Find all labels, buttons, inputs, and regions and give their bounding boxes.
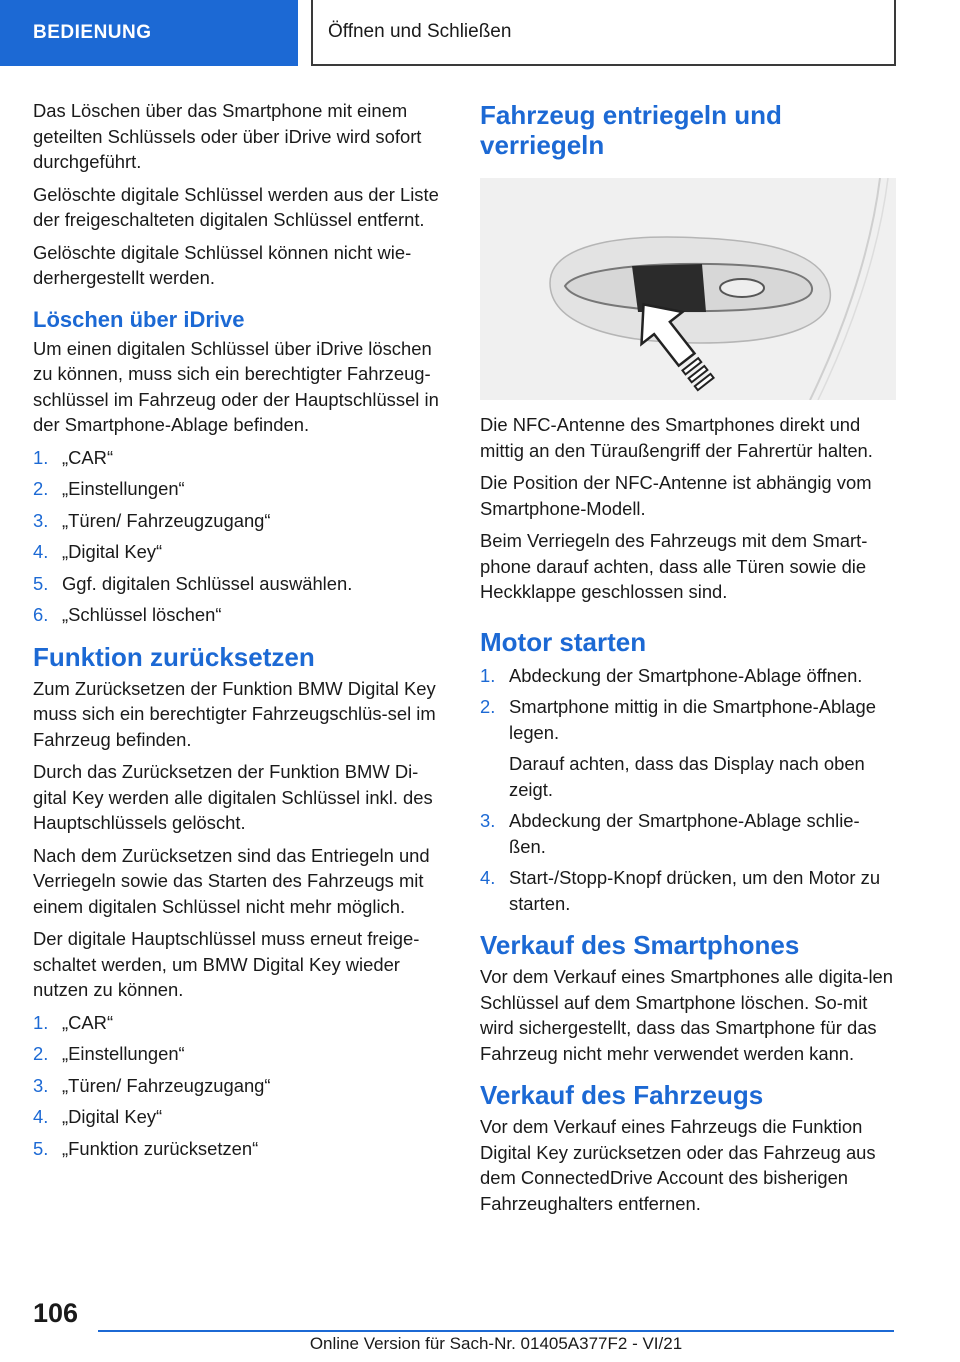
section-heading: Motor starten bbox=[480, 626, 647, 657]
list-item: 1. „CAR“ bbox=[33, 1011, 114, 1033]
right-column bbox=[480, 100, 896, 1223]
list-item: 2. „Einstellungen“ bbox=[33, 478, 185, 499]
list-item: 2. Smartphone mittig in die Smartphone-Ablage legen. Darauf achten, dass das Display nach oben zeigt. bbox=[480, 694, 896, 802]
paragraph: Vor dem Verkauf eines Smartphones alle digita-len Schlüssel auf dem Smartphone löschen. So-mit wird sichergestellt, dass das Smartphone für das Fahrzeug nicht mehr verwendet werden kann. bbox=[480, 966, 894, 1064]
paragraph: Nach dem Zurücksetzen sind das Entriegeln und Verriegeln sowie das Starten des Fahrzeugs mit einem digitalen Schlüssel nicht mehr möglich. bbox=[33, 844, 430, 917]
door-handle-icon bbox=[480, 178, 896, 400]
paragraph: Durch das Zurücksetzen der Funktion BMW Di-gital Key werden alle digitalen Schlüssel inkl. des Hauptschlüssels gelöscht. bbox=[33, 761, 433, 833]
list-item: 4. „Digital Key“ bbox=[33, 541, 163, 562]
chapter-title: Öffnen und Schließen bbox=[311, 0, 896, 66]
list-item: 3. „Türen/ Fahrzeugzugang“ bbox=[33, 509, 271, 531]
page-number: 106 bbox=[33, 1298, 79, 1328]
section-heading: Fahrzeug entriegeln und verriegeln bbox=[480, 100, 782, 160]
paragraph: Der digitale Hauptschlüssel muss erneut freige-schaltet werden, um BMW Digital Key wieder nutzen zu können. bbox=[33, 928, 420, 1000]
door-handle-illustration bbox=[480, 178, 896, 400]
paragraph: Die NFC-Antenne des Smartphones direkt und mittig an den Türaußengriff der Fahrertür halten. bbox=[480, 414, 873, 461]
section-tab: BEDIENUNG bbox=[0, 0, 298, 66]
list-item: 4. Start-/Stopp-Knopf drücken, um den Motor zu starten. bbox=[480, 867, 881, 914]
list-item: 1. „CAR“ bbox=[33, 446, 114, 468]
paragraph: Das Löschen über das Smartphone mit einem geteilten Schlüssels oder über iDrive wird sofort durchgeführt. bbox=[33, 100, 422, 172]
section-heading: Verkauf des Smartphones bbox=[480, 930, 800, 960]
paragraph: Die Position der NFC-Antenne ist abhängig vom Smartphone-Modell. bbox=[480, 472, 872, 519]
list-item: 2. „Einstellungen“ bbox=[33, 1043, 185, 1064]
left-column bbox=[33, 98, 449, 1171]
list-item: 5. „Funktion zurücksetzen“ bbox=[33, 1137, 259, 1159]
list-item: 3. Abdeckung der Smartphone-Ablage schlie-ßen. bbox=[480, 810, 860, 857]
step-note: Darauf achten, dass das Display nach oben zeigt. bbox=[509, 753, 865, 800]
step-list bbox=[33, 445, 449, 628]
paragraph: Um einen digitalen Schlüssel über iDrive löschen zu können, muss sich ein berechtigter Fahrzeug-schlüssel im Fahrzeug oder der Hauptschlüssel in der Smartphone-Ablage befinden. bbox=[33, 337, 439, 435]
step-list bbox=[33, 1010, 449, 1162]
list-item: 6. „Schlüssel löschen“ bbox=[33, 604, 222, 625]
step-list bbox=[480, 663, 896, 917]
section-heading: Löschen über iDrive bbox=[33, 306, 245, 332]
list-item: 4. „Digital Key“ bbox=[33, 1106, 163, 1127]
footer-divider bbox=[98, 1330, 894, 1332]
list-item: 3. „Türen/ Fahrzeugzugang“ bbox=[33, 1074, 271, 1096]
paragraph: Vor dem Verkauf eines Fahrzeugs die Funktion Digital Key zurücksetzen oder das Fahrzeug aus dem ConnectedDrive Account des bisherigen Fahrzeughalters entfernen. bbox=[480, 1116, 876, 1214]
paragraph: Gelöschte digitale Schlüssel werden aus der Liste der freigeschalteten digitalen Schlüssel entfernt. bbox=[33, 183, 439, 230]
paragraph: Zum Zurücksetzen der Funktion BMW Digital Key muss sich ein berechtigter Fahrzeugschlüs-sel im Fahrzeug befinden. bbox=[33, 677, 436, 750]
list-item: 5. Ggf. digitalen Schlüssel auswählen. bbox=[33, 572, 353, 594]
paragraph: Gelöschte digitale Schlüssel können nicht wie-derhergestellt werden. bbox=[33, 241, 412, 288]
footer-note: Online Version für Sach-Nr. 01405A377F2 - VI/21 bbox=[309, 1334, 683, 1353]
paragraph: Beim Verriegeln des Fahrzeugs mit dem Smart-phone darauf achten, dass alle Türen sowie die Heckklappe geschlossen sind. bbox=[480, 530, 868, 602]
section-heading: Verkauf des Fahrzeugs bbox=[480, 1080, 764, 1110]
list-item: 1. Abdeckung der Smartphone-Ablage öffnen. bbox=[480, 664, 863, 686]
section-heading: Funktion zurücksetzen bbox=[33, 641, 315, 672]
